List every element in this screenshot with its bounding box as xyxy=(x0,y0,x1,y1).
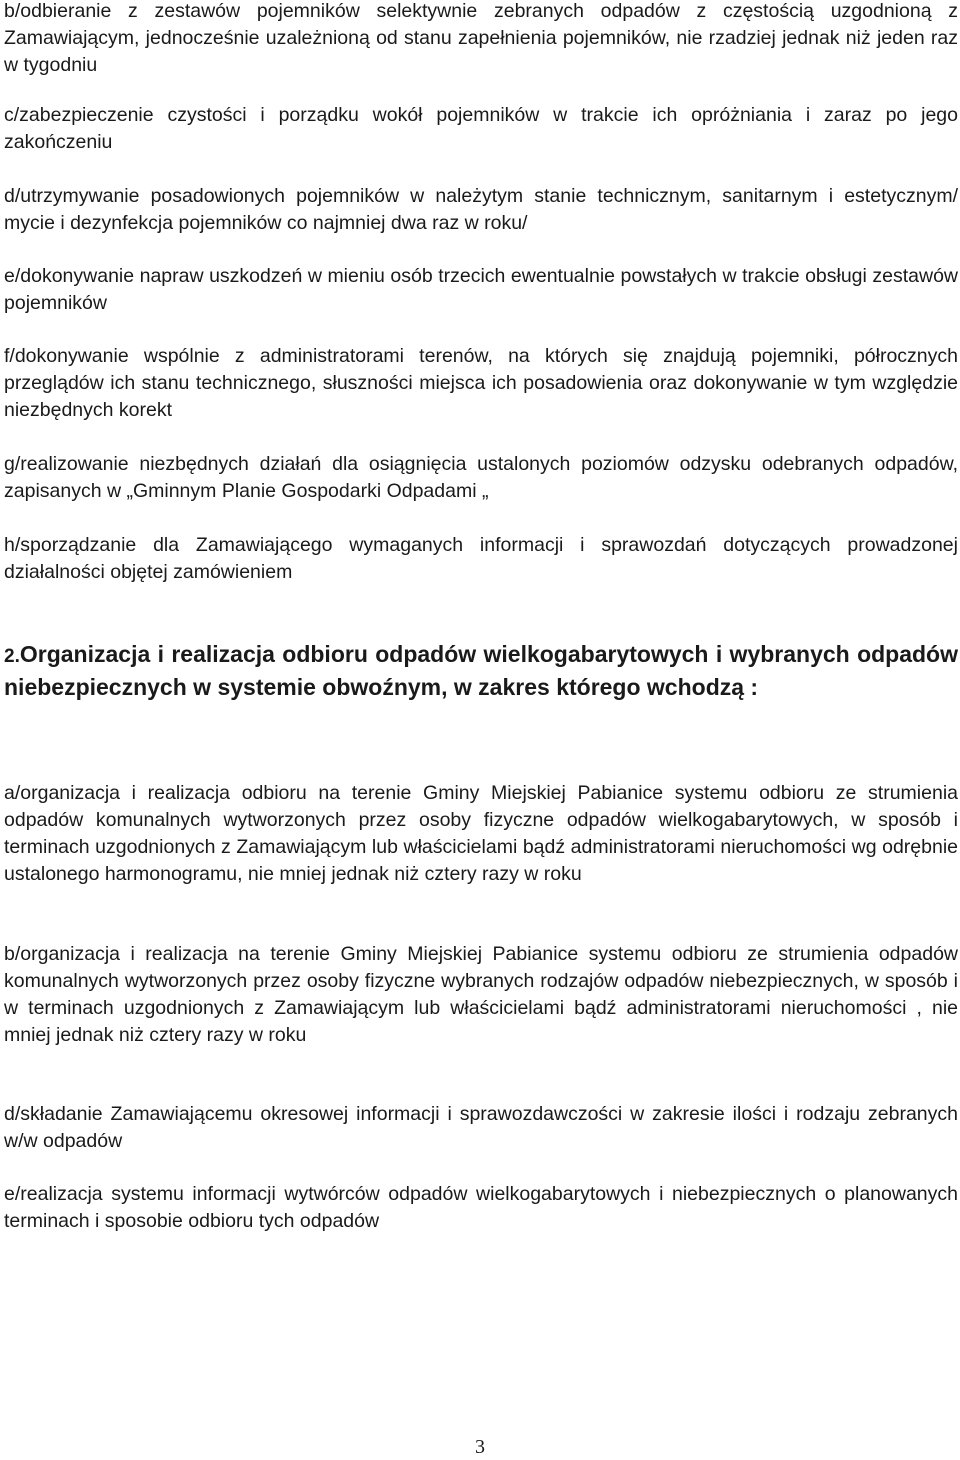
page-number: 3 xyxy=(475,1436,485,1458)
item-f-inspections: f/dokonywanie wspólnie z administratorami terenów, na których się znajdują pojemniki, półrocznych przeglądów ich stanu technicznego, słuszności miejsca ich posadowienia oraz dokonywanie w tym względzie niezbędnych korekt xyxy=(4,345,958,421)
item-e-repairs: e/dokonywanie napraw uszkodzeń w mieniu osób trzecich ewentualnie powstałych w trakcie obsługi zestawów pojemników xyxy=(4,265,958,314)
section-2-number: 2. xyxy=(4,646,20,667)
item-h-reporting: h/sporządzanie dla Zamawiającego wymaganych informacji i sprawozdań dotyczących prowadzonej działalności objętej zamówieniem xyxy=(4,534,958,583)
item-b-hazardous-waste: b/organizacja i realizacja na terenie Gminy Miejskiej Pabianice systemu odbioru ze strumienia odpadów komunalnych wytworzonych przez osoby fizyczne wybranych rodzajów odpadów niebezpiecznych, w sposób i w terminach uzgodnionych z Zamawiającym lub właścicielami bądź administratorami nieruchomości , nie mniej jednak niż cztery razy w roku xyxy=(4,943,958,1046)
item-c-cleanliness: c/zabezpieczenie czystości i porządku wokół pojemników w trakcie ich opróżniania i zaraz po jego zakończeniu xyxy=(4,104,958,153)
item-d-maintenance: d/utrzymywanie posadowionych pojemników w należytym stanie technicznym, sanitarnym i estetycznym/ mycie i dezynfekcja pojemników co najmniej dwa raz w roku/ xyxy=(4,185,958,234)
item-b-collection-frequency: b/odbieranie z zestawów pojemników selektywnie zebranych odpadów z częstością uzgodnioną z Zamawiającym, jednocześnie uzależnioną od stanu zapełnienia pojemników, nie rzadziej jednak niż jeden raz w tygodniu xyxy=(4,0,958,76)
item-e-information-system: e/realizacja systemu informacji wytwórców odpadów wielkogabarytowych i niebezpiecznych o planowanych terminach i sposobie odbioru tych odpadów xyxy=(4,1183,958,1232)
item-g-recovery-levels: g/realizowanie niezbędnych działań dla osiągnięcia ustalonych poziomów odzysku odebranych odpadów, zapisanych w „Gminnym Planie Gospodarki Odpadami „ xyxy=(4,453,958,502)
item-a-bulky-waste: a/organizacja i realizacja odbioru na terenie Gminy Miejskiej Pabianice systemu odbioru ze strumienia odpadów komunalnych wytworzonych przez osoby fizyczne odpadów wielkogabarytowych, w sposób i terminach uzgodnionych z Zamawiającym lub właścicielami bądź administratorami nieruchomości wg odrębnie ustalonego harmonogramu, nie mniej jednak niż cztery razy w roku xyxy=(4,782,958,885)
item-d-periodic-reports: d/składanie Zamawiającemu okresowej informacji i sprawozdawczości w zakresie ilości i rodzaju zebranych w/w odpadów xyxy=(4,1103,958,1152)
section-2-heading xyxy=(4,639,958,702)
section-2-title: Organizacja i realizacja odbioru odpadów wielkogabarytowych i wybranych odpadów niebezpiecznych w systemie obwoźnym, w zakres którego wchodzą : xyxy=(4,641,958,700)
